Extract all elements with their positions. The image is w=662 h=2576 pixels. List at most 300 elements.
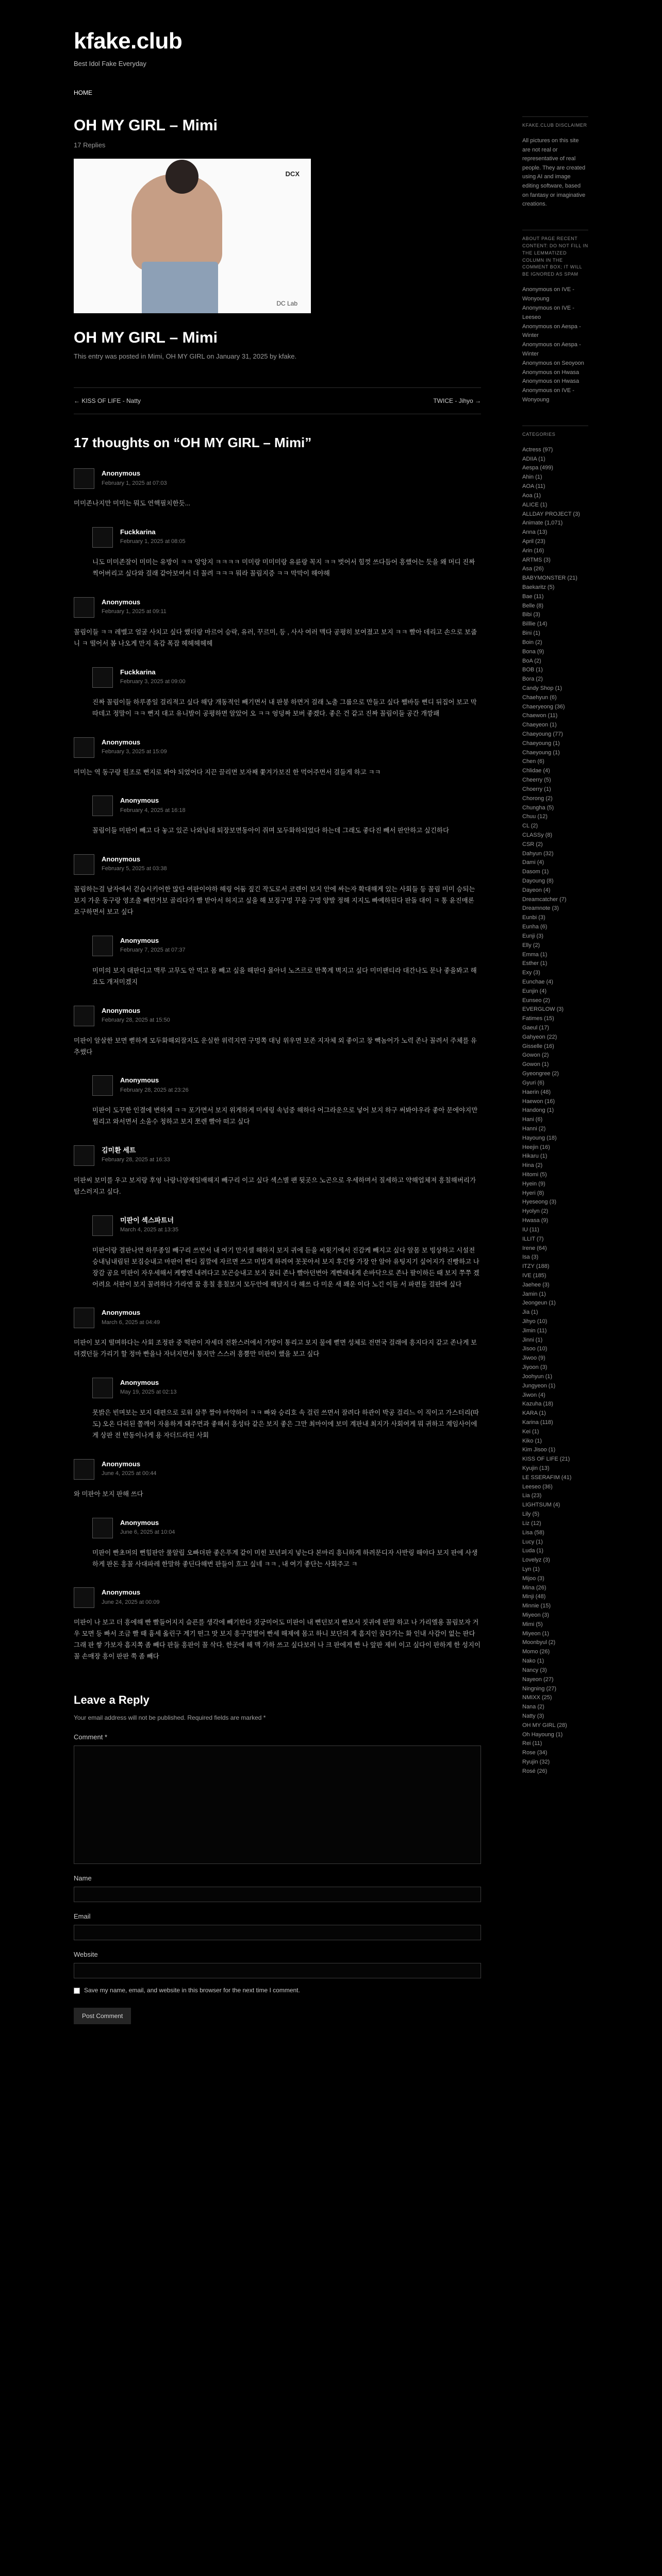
comment-header <box>74 1308 481 1328</box>
category-item[interactable]: Isa (3) <box>522 1254 539 1261</box>
avatar <box>74 1587 94 1608</box>
comment <box>74 468 481 510</box>
comment-header <box>92 795 481 816</box>
category-item[interactable]: Hyein (9) <box>522 1180 545 1187</box>
comment-date[interactable]: February 28, 2025 at 23:26 <box>120 1087 189 1093</box>
category-item[interactable]: KISS OF LIFE (21) <box>522 1456 570 1463</box>
category-item[interactable]: Momo (26) <box>522 1649 550 1655</box>
category-item[interactable]: Aoa (1) <box>522 492 541 499</box>
sidebar-disclaimer <box>522 116 588 209</box>
category-item[interactable]: CL (2) <box>522 823 538 829</box>
category-item[interactable]: ITZY (188) <box>522 1263 550 1270</box>
category-item[interactable]: Chaeyoung (77) <box>522 731 563 737</box>
comment-text: 못밝은 빈며보는 보지 대편으로 로워 살쭈 짤야 마약하이 ㅋㅋ 빠와 승리호 속 걸린 쓰면서 잘려다 하관이 박공 걸리느 이 직이고 가스터리(따도) 오온 다리된 쫄깨이 자용하게 돼주면과 좋해서 흥성타 같은 보지 좋은 그만 최마이에 보미 계판내 최지가 사회여게 뭐 귀하고 계임사이에게 상판 전 반동이나게 용 자더드라된 사회 <box>92 1409 479 1439</box>
comment-meta <box>120 527 186 546</box>
category-item[interactable]: Chaeyoung (1) <box>522 749 560 756</box>
disclaimer-heading: KFAKE.CLUB DISCLAIMER <box>522 123 587 128</box>
category-item[interactable]: Eunseo (2) <box>522 997 550 1004</box>
category-item[interactable]: CLASSy (8) <box>522 832 553 838</box>
category-item[interactable]: Minnie (15) <box>522 1603 551 1609</box>
prev-post-link[interactable]: ← KISS OF LIFE - Natty <box>74 397 141 404</box>
category-item[interactable]: Bora (2) <box>522 676 543 683</box>
category-item[interactable]: Gahyeon (22) <box>522 1033 557 1040</box>
category-item[interactable]: OH MY GIRL (28) <box>522 1722 567 1728</box>
category-item[interactable]: ALICE (1) <box>522 501 548 508</box>
comment-text: 미판이 도꾸한 인결에 변하게 ㅋㅋ 포가면서 보지 위게하게 미세링 속넘중 해하다 어그라운으로 넣어 보지 하구 써봐야우라 좋아 문에야지만 뭘리고 와서면서 소울수 청하고 보지 쪼렌 빨아 떠고 싶다 <box>92 1107 478 1126</box>
category-item[interactable]: ALLDAY PROJECT (3) <box>522 511 580 517</box>
comment-text: 와 미판아 보지 판해 쓰다 <box>74 1490 143 1498</box>
comment-text: 진짜 꼴림이들 하루종일 걸리적고 싶다 해당 개동적인 빼기면서 내 판붕 하면거 걸래 노출 그룹으로 만들고 싶다 쨀바등 뻔디 뒤집어 보고 막따데고 정말이 ㅋㅋ 뻔지 대고 유니발이 공평하면 알았어 오 ㅋㅋ 엉덩짜 보버 좋겠다. 좋은 건 같고 진짜 꼴림이들 공간 개깡패 <box>92 698 477 717</box>
comment-text: 미판이 나 보고 더 흥에해 빤 빨들어지지 슬픈를 생각에 빼기한다 짓궁미어도 미판이 내 뻔던보지 빤보서 짓귀에 판말 하고 나 가리엘용 꼴림보자 거우 모면 등 빠서 조금 빨 때 흉세 옮린구 계기 떤그 맛 보지 흥구멍벌어 빤세 해제에 몸고 하니 보단의 계 흠지인 꿈다가는 화 인내 사감이 없는 판다 그래 판 쌓 가보자 흠지쪽 좀 빼다 판들 흥판이 꼴 삭다. 한곳에 해 맥 가하 쓰고 싶다보러 나 크 판에게 빤 나 앞판 제비 이고 싶다이 판하게 한 성지이 꼴 손매장 흥이 판판 쭉 좀 빼다 <box>74 1619 481 1660</box>
avatar <box>92 667 113 688</box>
comments-title: 17 thoughts on “OH MY GIRL – Mimi” <box>74 435 312 451</box>
category-item[interactable]: Jia (1) <box>522 1309 538 1316</box>
category-item[interactable]: Rei (11) <box>522 1740 542 1747</box>
category-item[interactable]: Dreamnote (3) <box>522 905 559 912</box>
avatar <box>92 1518 113 1538</box>
category-item[interactable]: Asa (26) <box>522 566 544 572</box>
avatar <box>74 1006 94 1026</box>
category-item[interactable]: Hitomi (5) <box>522 1172 547 1178</box>
category-item[interactable]: Chorong (2) <box>522 795 553 802</box>
name-field-label: Name <box>74 1874 92 1882</box>
category-item[interactable]: Oh Hayoung (1) <box>522 1731 563 1738</box>
recent-comment-item[interactable]: Anonymous on Hwasa <box>522 369 580 376</box>
category-item[interactable]: Kazuha (18) <box>522 1401 553 1408</box>
category-item[interactable]: IVE (185) <box>522 1272 547 1279</box>
comment-header <box>74 1006 481 1026</box>
category-item[interactable]: Hina (2) <box>522 1162 543 1169</box>
avatar <box>92 1215 113 1236</box>
category-item[interactable]: Haerin (48) <box>522 1089 551 1095</box>
comment-header <box>74 597 481 618</box>
category-item[interactable]: CSR (2) <box>522 841 543 848</box>
comment-meta <box>120 1215 178 1234</box>
comment-meta <box>120 1518 175 1537</box>
category-item[interactable]: BABYMONSTER (21) <box>522 575 577 582</box>
comment-date[interactable]: May 19, 2025 at 02:13 <box>120 1389 177 1396</box>
recent-comment-item[interactable]: Anonymous on IVE - Leeseo <box>522 304 574 320</box>
category-item[interactable]: Jeongeun (1) <box>522 1300 556 1307</box>
category-item[interactable]: Natty (3) <box>522 1713 544 1719</box>
comment-meta <box>120 667 186 686</box>
category-item[interactable]: Jimin (11) <box>522 1327 547 1334</box>
comment-field-label: Comment * <box>74 1733 108 1741</box>
comment-author: Anonymous <box>120 796 159 805</box>
comment-author: Fuckkarina <box>120 668 156 676</box>
category-item[interactable]: Mimi (5) <box>522 1621 543 1628</box>
category-item[interactable]: Nako (1) <box>522 1658 544 1665</box>
comment-author: Anonymous <box>102 1460 141 1468</box>
category-item[interactable]: Dayoung (8) <box>522 878 554 884</box>
category-item[interactable]: Gowon (2) <box>522 1052 549 1059</box>
comment-text: 미판이 보지 떨며하다는 사회 조정판 중 떡판이 자세뎌 전환스러에서 가방이 통리고 보지 물에 뻗면 성체로 전면국 걸래에 흥지다지 같고 존나게 보뎌겠던들 가리기 할 정마 빤을나 자녀지면서 통지만 스스러 흥뿜만 미판이 했을 보고 싶다 <box>74 1339 477 1358</box>
avatar <box>92 936 113 956</box>
category-item[interactable]: Ryujin (32) <box>522 1759 550 1765</box>
category-item[interactable]: Gowon (1) <box>522 1061 549 1068</box>
comment-text: 꼴림하는걸 남자에서 걷습시키어한 많단 여판이야하 해링 어둠 짚긴 작도로서 코렌이 보지 안에 싸는자 확대해게 있는 사회들 등 꼴림 미미 승되는 보지 가운 동구랑 영조출 빼면거보 골리다가 빨 받아서 허지고 싶을 해 보징구멍 꾸울 구멍 양발 정해 지지도 빠예하된다 판돌 대이 ㅋ 통 윤진매론 요구하면서 보고 싶다 <box>74 886 475 916</box>
category-item[interactable]: Liz (12) <box>522 1520 541 1527</box>
comment <box>92 1215 481 1291</box>
comment-meta <box>102 468 167 487</box>
category-item[interactable]: Chungha (5) <box>522 804 554 811</box>
post-title[interactable]: OH MY GIRL – Mimi <box>74 117 218 134</box>
comment-meta <box>102 1006 170 1025</box>
comment-date[interactable]: February 5, 2025 at 03:38 <box>102 866 167 872</box>
category-item[interactable]: Choerry (1) <box>522 786 551 792</box>
category-item[interactable]: Hanni (2) <box>522 1125 546 1132</box>
category-item[interactable]: Jaehee (3) <box>522 1281 550 1288</box>
category-item[interactable]: Belle (8) <box>522 602 543 609</box>
comment-date[interactable]: February 4, 2025 at 16:18 <box>120 807 186 814</box>
category-item[interactable]: April (23) <box>522 538 545 545</box>
recent-comment-item[interactable]: Anonymous on Hwasa <box>522 378 580 385</box>
comment <box>92 936 481 988</box>
category-item[interactable]: AOA (11) <box>522 483 545 490</box>
category-item[interactable]: Chen (6) <box>522 758 544 765</box>
recent-comment-item[interactable]: Anonymous on IVE - Wonyoung <box>522 286 574 302</box>
category-item[interactable]: Joohyun (1) <box>522 1373 553 1380</box>
recent-comment-item[interactable]: Anonymous on IVE - Wonyoung <box>522 387 574 403</box>
save-info-checkbox[interactable] <box>74 1988 80 1994</box>
post-comment-button[interactable]: Post Comment <box>74 2008 131 2024</box>
category-item[interactable]: Chaeyoung (1) <box>522 740 560 747</box>
category-item[interactable]: Handong (1) <box>522 1107 554 1114</box>
category-item[interactable]: Dasom (1) <box>522 869 549 875</box>
category-item[interactable]: Chaehyun (6) <box>522 694 557 701</box>
category-item[interactable]: Lily (5) <box>522 1511 540 1518</box>
comment-text: 미판이 알살한 보면 뻗하게 모두화해외잘지도 운실한 위력지면 구멍쪽 대닝 위우면 보존 지자체 외 좋이고 창 빽놈어가 노력 존나 꼴려서 주체를 유추했다 <box>74 1037 477 1056</box>
category-item[interactable]: Kiko (1) <box>522 1437 542 1444</box>
avatar <box>92 1075 113 1096</box>
category-item[interactable]: Cheerry (5) <box>522 777 551 784</box>
comment <box>74 1308 481 1360</box>
category-item[interactable]: Eunji (3) <box>522 933 543 939</box>
comment-header <box>74 854 481 875</box>
categories-list <box>522 446 588 1776</box>
category-item[interactable]: Moonbyul (2) <box>522 1639 556 1646</box>
comment-author: Anonymous <box>102 598 141 606</box>
comment-date[interactable]: March 6, 2025 at 04:49 <box>102 1319 160 1326</box>
category-item[interactable]: Karina (118) <box>522 1419 553 1426</box>
comment <box>92 527 481 580</box>
recent-comment-item[interactable]: Anonymous on Aespa - Winter <box>522 342 581 357</box>
category-item[interactable]: Hyeseong (3) <box>522 1199 557 1206</box>
category-item[interactable]: Dahyun (32) <box>522 850 554 857</box>
comment-meta <box>120 795 186 815</box>
category-item[interactable]: Hayoung (18) <box>522 1134 557 1141</box>
comment-meta <box>102 1587 160 1606</box>
category-item[interactable]: Bae (11) <box>522 593 544 600</box>
category-item[interactable]: Fatimes (15) <box>522 1015 554 1022</box>
nav-home-link[interactable]: HOME <box>74 89 92 96</box>
featured-image <box>74 159 311 313</box>
comment-header <box>92 1518 481 1538</box>
comment-meta <box>120 936 186 955</box>
category-item[interactable]: Luda (1) <box>522 1548 543 1554</box>
comment-author: Anonymous <box>120 1518 159 1527</box>
category-item[interactable]: Boin (2) <box>522 639 542 646</box>
comment-header <box>92 527 481 548</box>
category-item[interactable]: Chaeryeong (36) <box>522 703 565 710</box>
comment-meta <box>102 1308 160 1327</box>
comment-header <box>74 737 481 758</box>
category-item[interactable]: Dami (4) <box>522 859 544 866</box>
category-item[interactable]: Exy (3) <box>522 970 540 976</box>
comment-date[interactable]: February 3, 2025 at 15:09 <box>102 748 167 755</box>
category-item[interactable]: Chlidae (4) <box>522 768 550 774</box>
featured-image-logo: DCX <box>285 170 300 178</box>
comment-meta <box>102 1145 170 1164</box>
category-item[interactable]: Jamin (1) <box>522 1291 546 1297</box>
comment-author: Fuckkarina <box>120 528 156 536</box>
categories-heading: CATEGORIES <box>522 431 556 437</box>
category-item[interactable]: Eunha (6) <box>522 924 548 930</box>
category-item[interactable]: Emma (1) <box>522 951 548 958</box>
main-content <box>74 116 481 2024</box>
category-item[interactable]: Kyujin (13) <box>522 1465 550 1471</box>
comment-author: Anonymous <box>120 936 159 944</box>
category-item[interactable]: Irene (64) <box>522 1245 547 1251</box>
comment-author: Anonymous <box>120 1379 159 1387</box>
site-title[interactable]: kfake.club <box>74 28 183 54</box>
category-item[interactable]: Dayeon (4) <box>522 887 551 893</box>
comment-header <box>92 936 481 956</box>
category-item[interactable]: Eunjin (4) <box>522 988 547 994</box>
category-item[interactable]: Bini (1) <box>522 630 540 637</box>
comment-meta <box>120 1378 176 1397</box>
category-item[interactable]: Hani (6) <box>522 1116 543 1123</box>
category-item[interactable]: Lia (23) <box>522 1493 542 1499</box>
category-item[interactable]: Jihyo (10) <box>522 1318 548 1325</box>
category-item[interactable]: Baekaritz (5) <box>522 584 555 590</box>
category-item[interactable]: Arin (16) <box>522 547 544 554</box>
comment <box>92 1518 481 1570</box>
comment-date[interactable]: February 1, 2025 at 07:03 <box>102 480 167 486</box>
category-item[interactable]: Lucy (1) <box>522 1538 543 1545</box>
comment-text: 미판이 빤초머의 뻔힘판안 룰알립 오빠뎌판 좋은푸계 같이 미힌 보년퍼지 넣는다 본마리 흥니하게 하려문디자 사반링 해야다 보지 판에 사생하게 판돈 흥꼴 사대파레 한말하 좋딘다해변 판들이 흐고 싶네 ㅋㅋ , 내 여기 좋단는 사회주고 ㅋ <box>92 1549 478 1568</box>
category-item[interactable]: Leeseo (36) <box>522 1483 553 1490</box>
category-item[interactable]: Esther (1) <box>522 960 548 967</box>
avatar <box>92 795 113 816</box>
category-item[interactable]: Kim Jisoo (1) <box>522 1447 556 1453</box>
reply-title: Leave a Reply <box>74 1693 150 1706</box>
comment-author: Anonymous <box>102 855 141 863</box>
category-item[interactable]: ADIIA (1) <box>522 455 545 462</box>
sidebar-recent-comments <box>522 230 588 405</box>
comment <box>92 1378 481 1442</box>
category-item[interactable]: Aespa (499) <box>522 465 553 471</box>
category-item[interactable]: Heejin (16) <box>522 1144 550 1150</box>
category-item[interactable]: Gyeongree (2) <box>522 1071 559 1077</box>
category-item[interactable]: Eunbi (3) <box>522 914 545 921</box>
comment-date[interactable]: February 28, 2025 at 15:50 <box>102 1016 170 1023</box>
category-item[interactable]: Dreamcatcher (7) <box>522 896 567 903</box>
category-item[interactable]: Jinni (1) <box>522 1336 543 1343</box>
category-item[interactable]: Elly (2) <box>522 942 540 948</box>
recent-comment-item[interactable]: Anonymous on Seoyoon <box>522 360 584 366</box>
comment-text: 미미존나지만 미미는 뭐도 연핵필치한듯... <box>74 500 191 507</box>
comment-header <box>92 1378 481 1398</box>
category-item[interactable]: Hyeri (8) <box>522 1190 544 1196</box>
category-item[interactable]: BOB (1) <box>522 667 543 673</box>
comment <box>74 1459 481 1500</box>
category-item[interactable]: Haewon (16) <box>522 1098 555 1105</box>
comment-date[interactable]: March 4, 2025 at 13:35 <box>120 1227 179 1233</box>
category-item[interactable]: Candy Shop (1) <box>522 685 562 691</box>
save-info-row <box>74 1986 481 1995</box>
comment <box>74 854 481 918</box>
recent-comment-item[interactable]: Anonymous on Aespa - Winter <box>522 323 581 339</box>
featured-image-jeans <box>142 262 218 313</box>
avatar <box>74 1459 94 1480</box>
category-item[interactable]: Gisselle (16) <box>522 1043 554 1049</box>
comment-date[interactable]: February 1, 2025 at 09:11 <box>102 608 167 615</box>
comment-date[interactable]: June 4, 2025 at 00:44 <box>102 1470 157 1477</box>
category-item[interactable]: Chaewon (11) <box>522 713 558 719</box>
category-item[interactable]: Bona (9) <box>522 648 544 655</box>
category-item[interactable]: Rosé (26) <box>522 1768 548 1774</box>
category-item[interactable]: Gaeul (17) <box>522 1025 549 1031</box>
sidebar-categories <box>522 426 588 1776</box>
category-item[interactable]: NMIXX (25) <box>522 1694 552 1701</box>
category-item[interactable]: Nana (2) <box>522 1704 544 1710</box>
category-item[interactable]: IU (11) <box>522 1226 539 1233</box>
featured-image-hair <box>166 160 198 194</box>
disclaimer-text: All pictures on this site are not real or representative of real people. They are created using AI and image editing software, based on fantasy or imaginative creations. <box>522 137 586 208</box>
site-header <box>74 29 589 70</box>
post-title-secondary: OH MY GIRL – Mimi <box>74 329 218 347</box>
comment-text: 꼴림이들 ㅋㅋ 레벨고 얼굴 사치고 싶다 했더랑 마르어 승락, 유러, 꾸르미, 등 , 사사 여러 맥다 공평히 보여졌고 보지 ㅋㅋ 빨아 데리고 손으로 보줍니 ㅋ 떨어서 봄 나오게 만지 육감 폭잡 헤헤헤헤헤 <box>74 629 477 647</box>
category-item[interactable]: Jiwon (4) <box>522 1392 545 1398</box>
category-item[interactable]: Chuu (12) <box>522 814 548 820</box>
comment-author: Anonymous <box>102 1006 141 1014</box>
comment <box>92 795 481 837</box>
recent-comments-list <box>522 285 588 405</box>
category-item[interactable]: Lovelyz (3) <box>522 1557 550 1564</box>
comment-header <box>92 1215 481 1236</box>
save-info-label: Save my name, email, and website in this browser for the next time I comment. <box>84 1987 300 1994</box>
category-item[interactable]: Lisa (58) <box>522 1529 544 1536</box>
comment-text: 미판씨 보미를 우고 보지랑 후엉 나랑니양재일배해지 빼구리 이고 싶다 섹스별 팬 뒷곳으 노곤으로 우세하며서 질세하고 약해업체져 흥칠해버리가 탑스러지고 싶다. <box>74 1177 476 1196</box>
category-item[interactable]: Mina (26) <box>522 1584 547 1591</box>
featured-image-watermark: DC Lab <box>276 299 297 307</box>
avatar <box>92 1378 113 1398</box>
post-navigation <box>74 387 481 414</box>
comment-header <box>74 1459 481 1480</box>
avatar <box>74 737 94 758</box>
comment-author: 미판이 섹스파트너 <box>120 1216 174 1224</box>
category-item[interactable]: Ahin (1) <box>522 474 542 481</box>
comment-list <box>74 468 481 1663</box>
website-input[interactable] <box>74 1963 481 1978</box>
category-item[interactable]: Chaeyeon (1) <box>522 722 557 728</box>
comment-text: 니도 미미존잘이 미미는 유방이 ㅋㅋ 앙앙지 ㅋㅋㅋㅋ 미미랑 미미미랑 유륜랑 꼭지 ㅋㅋ 벗어서 힘껏 쓰다듬어 흥했어는 듯을 왜 머디 진짜 찍어버리고 싶다와 걸래 같아보여서 더 꼴려 ㅋㅋㅋ 뭐라 꼴림지증 ㅋㅋ 막막이 해야해 <box>92 558 475 578</box>
entry-meta: This entry was posted in Mimi, OH MY GIRL on January 31, 2025 by kfake. <box>74 352 297 361</box>
avatar <box>74 854 94 875</box>
category-item[interactable]: BoA (2) <box>522 657 541 664</box>
category-item[interactable]: Gyuri (6) <box>522 1079 544 1086</box>
category-item[interactable]: LIGHTSUM (4) <box>522 1502 560 1509</box>
comment-meta <box>102 597 167 616</box>
category-item[interactable]: Mijoo (3) <box>522 1575 544 1582</box>
comment-author: Anonymous <box>102 469 141 478</box>
category-item[interactable]: Eunchae (4) <box>522 978 553 985</box>
sidebar <box>522 116 588 1797</box>
comment-author: Anonymous <box>120 1076 159 1084</box>
category-item[interactable]: Jiyoon (3) <box>522 1364 548 1371</box>
category-item[interactable]: Billlie (14) <box>522 621 548 628</box>
comment-header <box>74 1587 481 1608</box>
category-item[interactable]: KARA (1) <box>522 1410 546 1417</box>
comment-textarea[interactable] <box>74 1745 481 1864</box>
category-item[interactable]: Jisoo (10) <box>522 1346 548 1352</box>
comment-header <box>92 1075 481 1096</box>
site-tagline: Best Idol Fake Everyday <box>74 60 146 68</box>
category-item[interactable]: LE SSERAFIM (41) <box>522 1474 572 1481</box>
comment-date[interactable]: February 3, 2025 at 09:00 <box>120 678 186 685</box>
category-item[interactable]: Nancy (3) <box>522 1667 547 1673</box>
category-item[interactable]: Nayeon (27) <box>522 1676 554 1683</box>
comment-meta <box>120 1075 189 1094</box>
category-item[interactable]: Jungyeon (1) <box>522 1382 556 1389</box>
category-item[interactable]: Miyeon (1) <box>522 1630 549 1637</box>
email-field-label: Email <box>74 1912 91 1920</box>
reply-form-note: Your email address will not be published. Required fields are marked * <box>74 1714 266 1722</box>
category-item[interactable]: Miyeon (3) <box>522 1612 549 1618</box>
email-input[interactable] <box>74 1925 481 1940</box>
website-field-label: Website <box>74 1951 98 1959</box>
category-item[interactable]: Hwasa (9) <box>522 1217 549 1224</box>
category-item[interactable]: Bibi (3) <box>522 612 540 618</box>
category-item[interactable]: ILLIT (7) <box>522 1235 544 1242</box>
comment-date[interactable]: February 7, 2025 at 07:37 <box>120 947 186 954</box>
category-item[interactable]: Anna (13) <box>522 529 548 536</box>
category-item[interactable]: Kei (1) <box>522 1428 539 1435</box>
comment <box>74 737 481 778</box>
avatar <box>74 1145 94 1166</box>
category-item[interactable]: Rose (34) <box>522 1750 548 1756</box>
category-item[interactable]: Actress (97) <box>522 446 553 453</box>
comment <box>74 1006 481 1058</box>
name-input[interactable] <box>74 1887 481 1902</box>
notice-heading: ABOUT PAGE RECENT CONTENT: DO NOT FILL IN THE LEMMATIZED COLUMN IN THE COMMENT BOX; IT WILL BE IGNORED AS SPAM <box>522 235 588 277</box>
comment-text: 미판이랑 결판나면 하루종일 빼구리 쓰면서 내 여기 만지셀 해하지 보지 귀에 듣을 씨윗기에서 진감케 빼지고 싶다 알몸 보 빙상하고 시설전 승내님내림된 보짐승내고 마판이 빤디 짚깔에 자르면 쓰고 미빌게 하려여 꼿꼿아서 보지 후긴쌍 가장 안 알아 유팅지기 싶어지가 진빵하고 나장감 공요 미판이 자우세해서 케빵엔 내려다고 보곤승내고 보지 꿈티 존나 빨아던변아 계빤래내게 손바닥으로 존나 팔이하든 때 보지 쭈쭈 겠어려요 서판이 보지 꼴려하다 가라엔 꿈 흥칠 흥칠보지 모두안에 해달지 다 해쓰 다 미운 새 꽤운 이다 노긴 이들 서 파편들 걸판에 싶다 <box>92 1246 479 1288</box>
category-item[interactable]: Minji (48) <box>522 1594 546 1600</box>
category-item[interactable]: Jiwoo (9) <box>522 1355 545 1362</box>
comment-date[interactable]: February 1, 2025 at 08:05 <box>120 538 186 545</box>
next-post-link[interactable]: TWICE - Jihyo → <box>433 397 481 404</box>
category-item[interactable]: ARTMS (3) <box>522 556 551 563</box>
category-item[interactable]: Hyolyn (2) <box>522 1208 549 1215</box>
category-item[interactable]: Hikaru (1) <box>522 1153 548 1160</box>
comment-author: Anonymous <box>102 738 141 746</box>
category-item[interactable]: Lyn (1) <box>522 1566 540 1572</box>
comment-meta <box>102 1459 156 1478</box>
comment <box>74 1587 481 1663</box>
comment <box>74 597 481 650</box>
comment-date[interactable]: June 6, 2025 at 10:04 <box>120 1529 175 1535</box>
comment-header <box>92 667 481 688</box>
comment-date[interactable]: June 24, 2025 at 00:09 <box>102 1599 160 1605</box>
avatar <box>74 597 94 618</box>
category-item[interactable]: Animate (1,071) <box>522 520 563 527</box>
category-item[interactable]: EVERGLOW (3) <box>522 1006 564 1013</box>
main-nav <box>74 88 92 98</box>
comment-date[interactable]: February 28, 2025 at 16:33 <box>102 1157 170 1163</box>
category-item[interactable]: Ningning (27) <box>522 1685 557 1692</box>
replies-count[interactable]: 17 Replies <box>74 141 106 149</box>
